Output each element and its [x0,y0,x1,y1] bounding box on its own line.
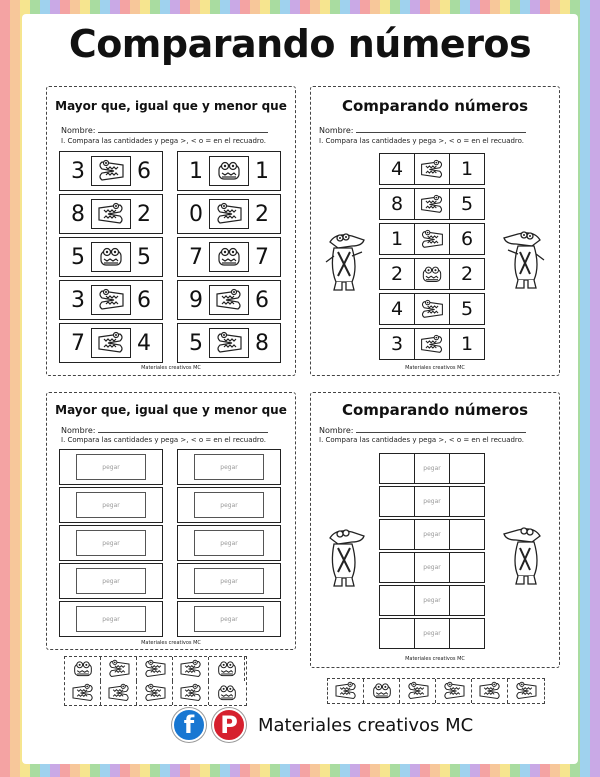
paste-box[interactable]: pegar [76,492,146,518]
number-left [380,189,414,219]
paste-box[interactable]: pegar [414,454,450,483]
number-value: 6 [460,228,474,250]
number-left: 7 [71,330,85,356]
blank-cell [380,586,414,615]
comparison-row [59,237,163,277]
crocodile-mascot-icon [322,524,368,590]
number-value: 2 [460,263,474,285]
blank-row [59,601,163,637]
paste-box[interactable]: pegar [414,619,450,648]
blank-row [59,563,163,599]
crocodile-greater-icon [414,329,450,359]
panel-title: Comparando números [341,401,529,419]
crocodile-mascot-icon [322,228,368,294]
crocodile-less-icon[interactable] [137,681,173,705]
crocodile-greater-icon[interactable] [65,681,101,705]
number-right [450,294,484,324]
crocodile-less-icon [414,224,450,254]
comparison-row [379,153,485,185]
crocodile-less-icon[interactable] [101,657,137,681]
instruction-text: I. Compara las cantidades y pega >, < o = en el recuadro. [319,137,525,145]
paste-box[interactable]: pegar [414,520,450,549]
crocodile-less-icon[interactable] [508,679,544,703]
number-right [450,154,484,184]
number-right: 5 [137,244,151,270]
number-right: 8 [255,330,269,356]
number-left: 1 [189,158,203,184]
blank-row [177,449,281,485]
crocodile-less-icon [91,285,131,315]
crocodile-greater-icon [414,154,450,184]
number-value: 1 [460,158,474,180]
instruction-text: I. Compara las cantidades y pega >, < o = en el recuadro. [61,137,267,145]
number-left [380,224,414,254]
comparison-row [59,280,163,320]
brand-name: Materiales creativos MC [258,714,474,736]
crocodile-greater-icon[interactable] [173,657,209,681]
comparison-row [177,280,281,320]
comparison-row [177,151,281,191]
number-right [450,189,484,219]
paste-box[interactable]: pegar [194,568,264,594]
comparison-row [379,258,485,290]
number-value: 1 [460,333,474,355]
number-right [450,224,484,254]
blank-row [177,525,281,561]
blank-row [379,552,485,583]
instruction-text: I. Compara las cantidades y pega >, < o = en el recuadro. [319,436,525,444]
panel-top-left [46,86,296,376]
page-title: Comparando números [68,22,532,66]
paste-box[interactable]: pegar [76,454,146,480]
blank-cell [380,487,414,516]
blank-cell [450,586,484,615]
blank-cell [380,619,414,648]
paste-box[interactable]: pegar [414,553,450,582]
paste-box[interactable]: pegar [194,454,264,480]
blank-row [379,585,485,616]
crocodile-greater-icon[interactable] [328,679,364,703]
paste-box[interactable]: pegar [194,606,264,632]
blank-row [177,563,281,599]
number-value: 8 [390,193,404,215]
cutout-strip-left [64,656,247,706]
paste-box[interactable]: pegar [76,530,146,556]
crocodile-equal-icon[interactable] [65,657,101,681]
panel-footer: Materiales creativos MC [141,365,201,371]
blank-row [177,487,281,523]
crocodile-mascot-icon [500,522,548,588]
crocodile-less-icon [209,328,249,358]
crocodile-greater-icon[interactable] [472,679,508,703]
panel-title: Comparando números [341,97,529,115]
crocodile-greater-icon[interactable] [101,681,137,705]
number-value: 5 [460,193,474,215]
panel-title: Mayor que, igual que y menor que [55,99,287,113]
number-left: 3 [71,287,85,313]
number-right: 2 [137,201,151,227]
number-left: 7 [189,244,203,270]
crocodile-less-icon[interactable] [436,679,472,703]
panel-bottom-left [46,392,296,650]
facebook-icon[interactable]: f [172,708,206,742]
comparison-row [177,323,281,363]
comparison-row [59,194,163,234]
number-right: 1 [255,158,269,184]
nombre-field [61,425,268,435]
paste-box[interactable]: pegar [414,586,450,615]
nombre-field [319,125,526,135]
number-right: 4 [137,330,151,356]
number-left [380,294,414,324]
blank-row [379,486,485,517]
number-left [380,329,414,359]
number-right: 6 [137,287,151,313]
blank-row [379,519,485,550]
blank-row [379,453,485,484]
paste-box[interactable]: pegar [194,492,264,518]
number-right: 2 [255,201,269,227]
comparison-row [379,188,485,220]
number-value: 5 [460,298,474,320]
number-left: 3 [71,158,85,184]
panel-footer: Materiales creativos MC [405,656,465,662]
blank-row [59,449,163,485]
blank-cell [450,454,484,483]
brand-footer [172,708,473,742]
crocodile-greater-icon [91,199,131,229]
nombre-label: Nombre: [319,126,354,135]
number-right [450,259,484,289]
number-left [380,259,414,289]
paste-box[interactable]: pegar [76,568,146,594]
number-right: 6 [137,158,151,184]
number-value: 4 [390,158,404,180]
number-value: 3 [390,333,404,355]
number-left [380,154,414,184]
pinterest-icon[interactable]: P [212,708,246,742]
crocodile-less-icon[interactable] [400,679,436,703]
comparison-row [177,237,281,277]
number-right: 6 [255,287,269,313]
comparison-row [59,151,163,191]
number-right: 7 [255,244,269,270]
crocodile-equal-icon [209,156,249,186]
crocodile-greater-icon[interactable] [173,681,209,705]
number-right [450,329,484,359]
panel-footer: Materiales creativos MC [141,640,201,646]
number-value: 1 [390,228,404,250]
instruction-text: I. Compara las cantidades y pega >, < o = en el recuadro. [61,436,267,444]
number-left: 5 [189,330,203,356]
comparison-row [59,323,163,363]
number-left: 8 [71,201,85,227]
nombre-label: Nombre: [319,426,354,435]
crocodile-equal-icon [414,259,450,289]
comparison-row [379,293,485,325]
nombre-label: Nombre: [61,126,96,135]
crocodile-mascot-icon [500,226,548,292]
blank-cell [450,520,484,549]
blank-row [59,525,163,561]
blank-cell [450,619,484,648]
panel-title: Mayor que, igual que y menor que [55,403,287,417]
crocodile-equal-icon[interactable] [209,681,245,705]
nombre-label: Nombre: [61,426,96,435]
crocodile-greater-icon [414,189,450,219]
crocodile-greater-icon [91,328,131,358]
paste-box[interactable]: pegar [194,530,264,556]
comparison-row [379,328,485,360]
comparison-row [177,194,281,234]
number-value: 4 [390,298,404,320]
number-left: 9 [189,287,203,313]
number-value: 2 [390,263,404,285]
number-left: 0 [189,201,203,227]
nombre-field [319,425,526,435]
panel-footer: Materiales creativos MC [405,365,465,371]
nombre-field [61,125,268,135]
comparison-row [379,223,485,255]
blank-cell [380,520,414,549]
paste-box[interactable]: pegar [414,487,450,516]
blank-cell [450,487,484,516]
crocodile-equal-icon [209,242,249,272]
blank-row [177,601,281,637]
paste-box[interactable]: pegar [76,606,146,632]
crocodile-less-icon [414,294,450,324]
crocodile-less-icon[interactable] [137,657,173,681]
crocodile-equal-icon[interactable] [364,679,400,703]
blank-cell [450,553,484,582]
blank-row [59,487,163,523]
number-left: 5 [71,244,85,270]
blank-cell [380,454,414,483]
blank-cell [380,553,414,582]
crocodile-greater-icon [209,285,249,315]
cutout-strip-right [327,678,545,704]
crocodile-equal-icon[interactable] [209,657,245,681]
crocodile-less-icon [91,156,131,186]
blank-row [379,618,485,649]
crocodile-less-icon [209,199,249,229]
crocodile-equal-icon [91,242,131,272]
